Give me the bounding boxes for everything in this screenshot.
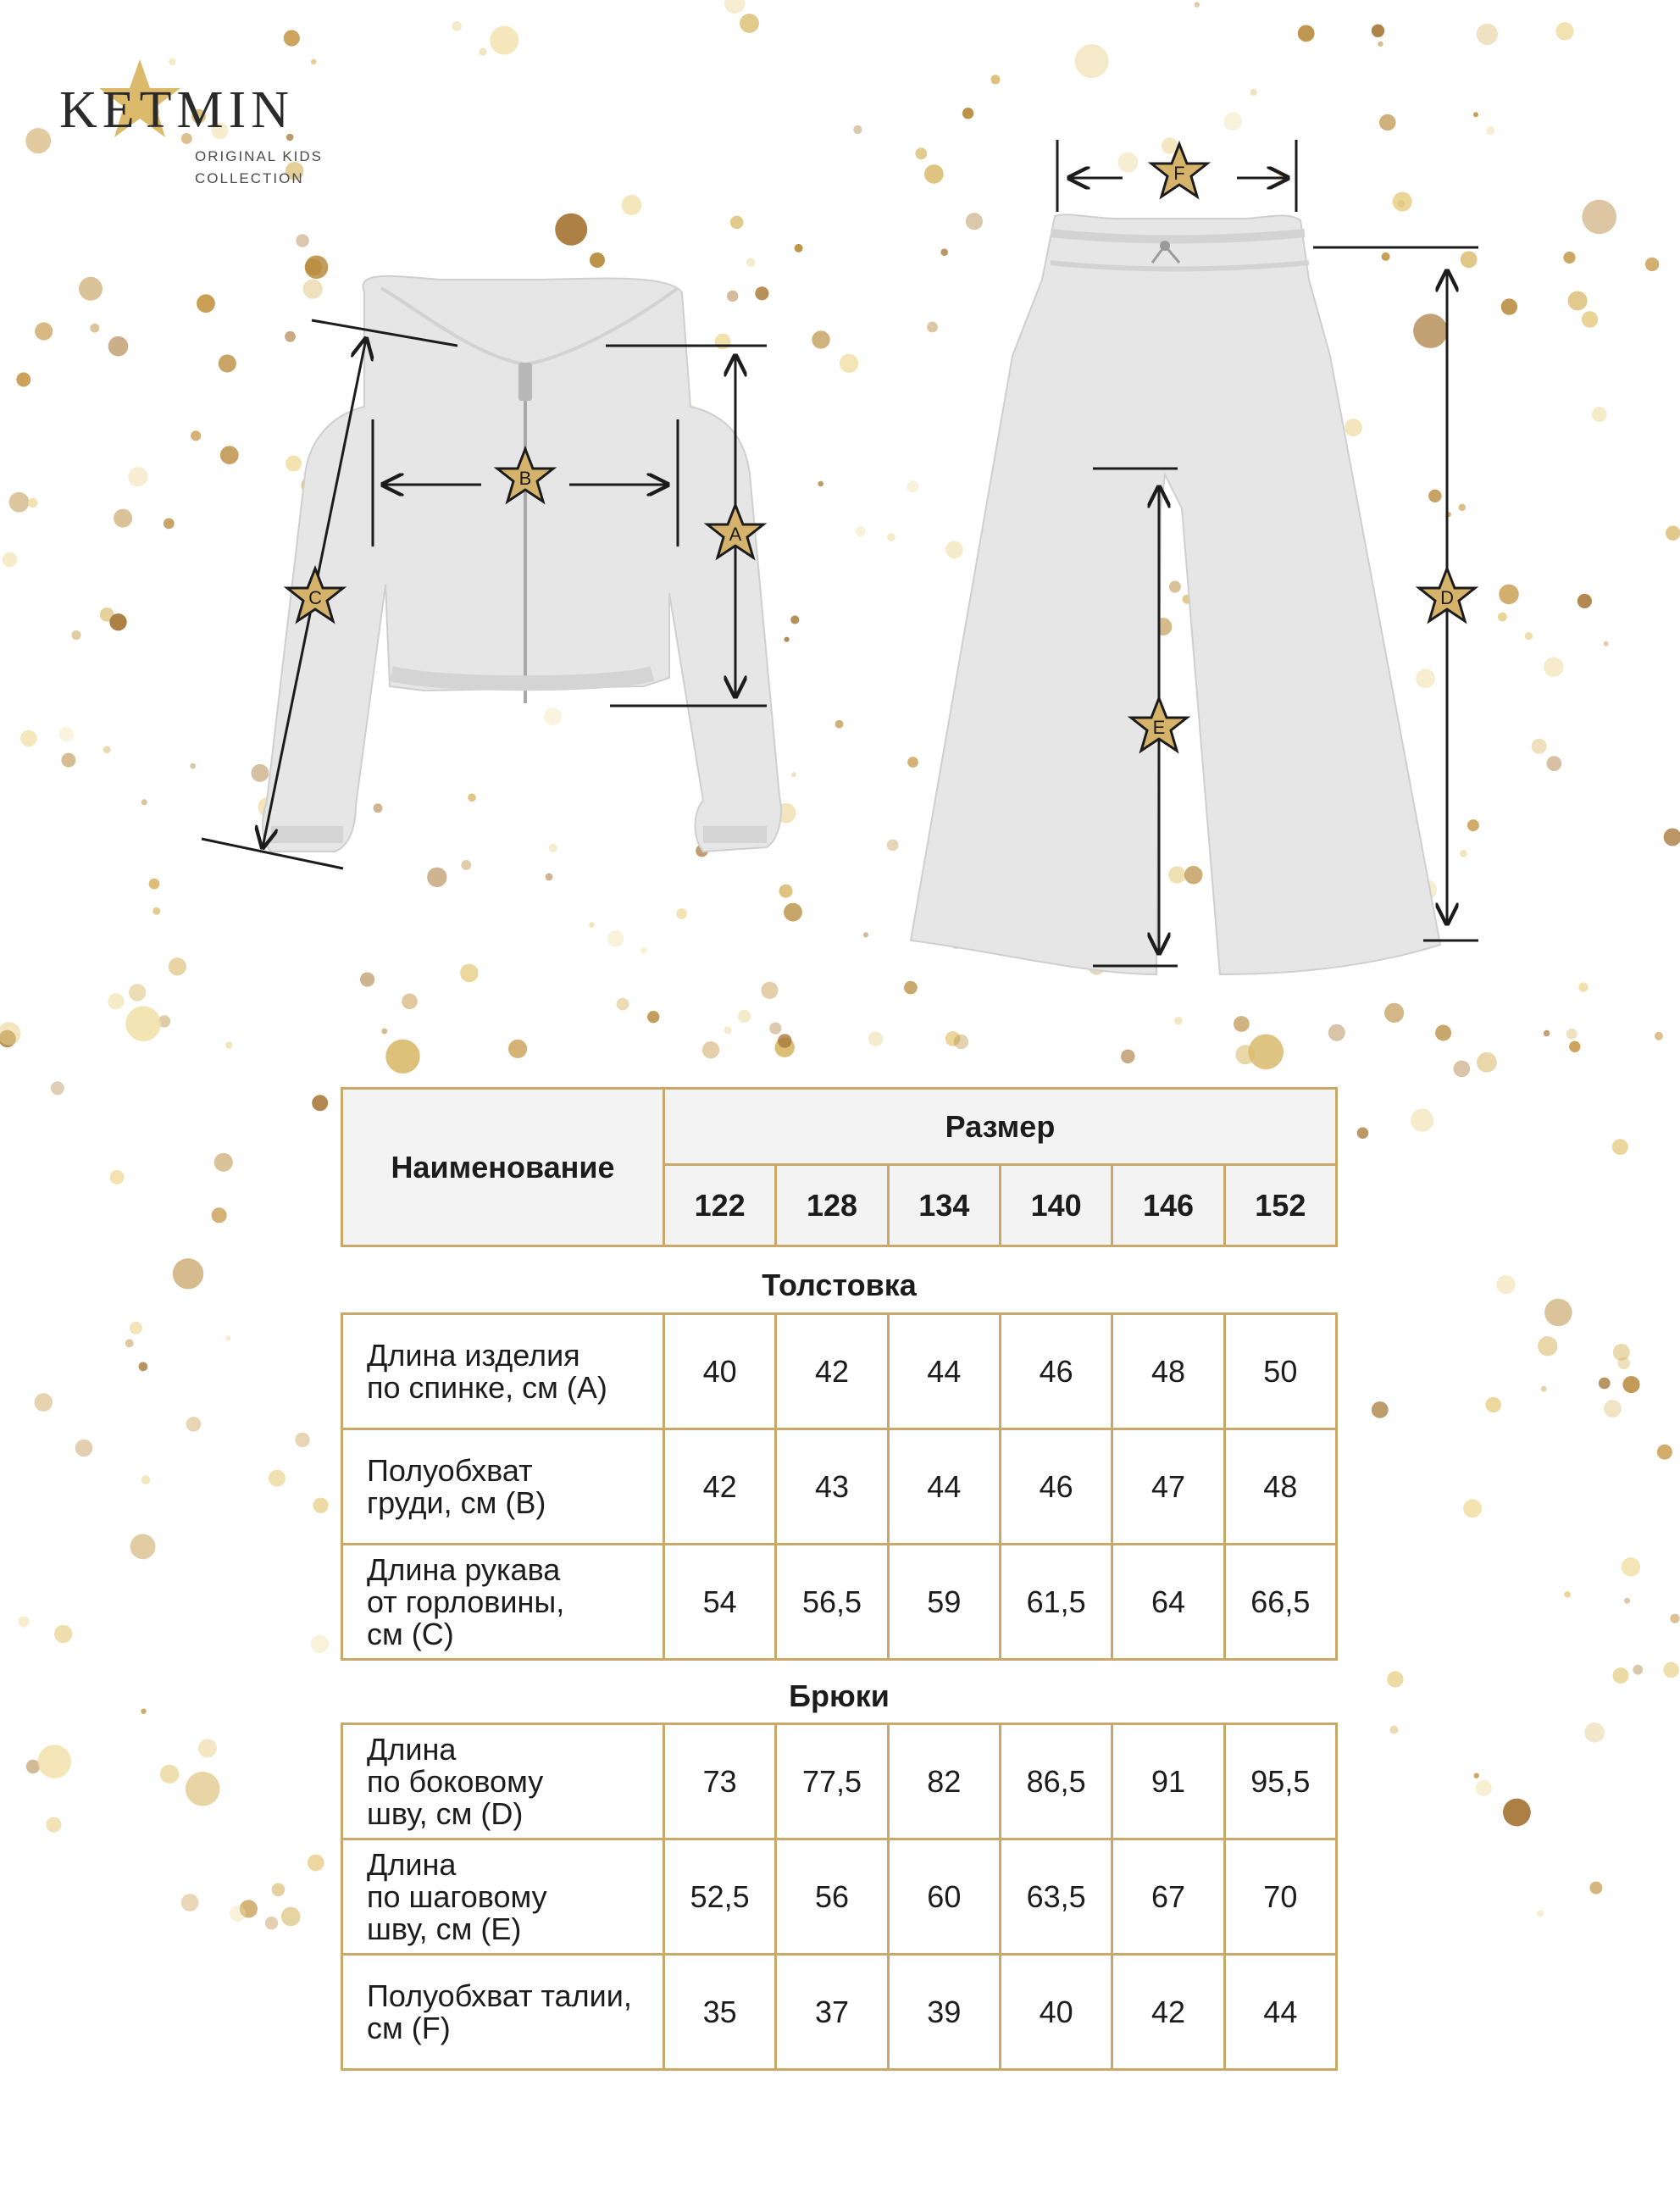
value-cell: 59 [888, 1545, 1000, 1660]
value-cell: 64 [1112, 1545, 1224, 1660]
value-cell: 39 [888, 1955, 1000, 2070]
row-label-line: по боковому [367, 1763, 544, 1799]
confetti-dot [51, 1081, 64, 1095]
value-cell: 42 [664, 1429, 776, 1545]
name-header: Наименование [342, 1089, 664, 1246]
confetti-dot [1599, 1378, 1611, 1390]
confetti-dot [1387, 1671, 1403, 1687]
confetti-dot [1454, 1061, 1471, 1078]
confetti-dot [125, 1340, 134, 1348]
confetti-dot [110, 1170, 125, 1185]
marker-d-label: D [1440, 587, 1454, 608]
confetti-dot [1411, 1109, 1433, 1132]
confetti-dot [1622, 1557, 1640, 1576]
table-row [342, 1839, 1337, 1955]
row-label [342, 1724, 664, 1839]
value-cell: 60 [888, 1839, 1000, 1955]
brand-tagline-line1: ORIGINAL KIDS [195, 148, 324, 164]
confetti-dot [1463, 1499, 1482, 1517]
confetti-dot [1435, 1025, 1451, 1041]
confetti-dot [311, 1635, 330, 1654]
confetti-dot [1544, 1299, 1572, 1327]
size-col: 146 [1112, 1165, 1224, 1246]
confetti-dot [778, 1034, 792, 1048]
confetti-dot [198, 1739, 217, 1757]
confetti-dot [75, 1440, 93, 1457]
value-cell: 44 [888, 1314, 1000, 1429]
confetti-dot [1503, 1799, 1531, 1827]
confetti-dot [19, 1616, 30, 1627]
value-cell: 42 [1112, 1955, 1224, 2070]
confetti-dot [295, 1433, 309, 1447]
size-col: 128 [776, 1165, 888, 1246]
confetti-dot [1663, 1662, 1679, 1678]
confetti-dot [1566, 1029, 1577, 1040]
value-cell: 70 [1224, 1839, 1336, 1955]
confetti-dot [46, 1817, 61, 1833]
table-row [342, 1724, 1337, 1839]
confetti-dot [1538, 1336, 1557, 1356]
row-label-line: Полуобхват [367, 1452, 533, 1488]
confetti-dot [868, 1032, 883, 1046]
confetti-dot [1612, 1139, 1628, 1155]
row-label-line: от горловины, [367, 1584, 565, 1619]
confetti-dot [1541, 1386, 1547, 1392]
confetti-dot [173, 1258, 203, 1289]
value-cell: 50 [1224, 1314, 1336, 1429]
value-cell: 52,5 [664, 1839, 776, 1955]
marker-a-label: A [729, 524, 742, 545]
confetti-dot [1655, 1032, 1663, 1040]
value-cell: 66,5 [1224, 1545, 1336, 1660]
size-header: Размер [664, 1089, 1337, 1165]
confetti-dot [1389, 1726, 1398, 1734]
confetti-dot [1476, 1780, 1492, 1796]
confetti-dot [1486, 1397, 1501, 1412]
confetti-dot [141, 1709, 146, 1714]
confetti-dot [1174, 1017, 1183, 1025]
size-col: 152 [1224, 1165, 1336, 1246]
confetti-dot [1589, 1882, 1602, 1895]
confetti-dot [35, 1393, 53, 1412]
confetti-dot [954, 1035, 968, 1049]
table-row [342, 1545, 1337, 1660]
confetti-dot [214, 1153, 233, 1172]
table-row [342, 1955, 1337, 2070]
value-cell: 40 [1000, 1955, 1112, 2070]
value-cell: 37 [776, 1955, 888, 2070]
size-header-table [341, 1087, 1338, 1247]
confetti-dot [381, 1029, 387, 1035]
confetti-dot [1613, 1667, 1629, 1684]
confetti-dot [1234, 1016, 1250, 1032]
row-label-line: по спинке, см (A) [367, 1369, 607, 1405]
hoodie-size-table [341, 1312, 1338, 1661]
row-label-line: шву, см (D) [367, 1795, 524, 1831]
value-cell: 47 [1112, 1429, 1224, 1545]
value-cell: 67 [1112, 1839, 1224, 1955]
brand-name: KETMIN [59, 81, 295, 139]
confetti-dot [141, 1475, 150, 1484]
confetti-dot [313, 1498, 329, 1513]
value-cell: 48 [1224, 1429, 1336, 1545]
confetti-dot [1613, 1344, 1630, 1361]
confetti-dot [1372, 1401, 1389, 1418]
section-title-trousers: Брюки [789, 1678, 890, 1713]
row-label-line: груди, см (B) [367, 1484, 546, 1520]
confetti-dot [186, 1417, 202, 1432]
confetti-dot [1622, 1376, 1639, 1393]
confetti-dot [769, 1023, 781, 1035]
confetti-dot [1496, 1275, 1515, 1294]
confetti-dot [1633, 1665, 1643, 1675]
row-label-line: Длина изделия [367, 1337, 580, 1373]
value-cell: 63,5 [1000, 1839, 1112, 1955]
confetti-dot [508, 1040, 527, 1058]
confetti-dot [724, 1026, 732, 1034]
value-cell: 91 [1112, 1724, 1224, 1839]
trousers-size-table [341, 1723, 1338, 2071]
value-cell: 40 [664, 1314, 776, 1429]
confetti-dot [1328, 1024, 1345, 1041]
confetti-dot [38, 1745, 72, 1778]
confetti-dot [1624, 1598, 1630, 1604]
value-cell: 54 [664, 1545, 776, 1660]
row-label-line: Длина рукава [367, 1551, 561, 1587]
confetti-dot [181, 1894, 199, 1911]
confetti-dot [272, 1884, 286, 1897]
value-cell: 56,5 [776, 1545, 888, 1660]
value-cell: 77,5 [776, 1724, 888, 1839]
value-cell: 43 [776, 1429, 888, 1545]
confetti-dot [1249, 1035, 1284, 1070]
confetti-dot [1569, 1041, 1580, 1052]
value-cell: 86,5 [1000, 1724, 1112, 1839]
confetti-dot [130, 1322, 142, 1334]
brand-tagline-line2: COLLECTION [195, 170, 304, 186]
confetti-dot [130, 1534, 156, 1560]
value-cell: 73 [664, 1724, 776, 1839]
confetti-dot [225, 1041, 232, 1048]
row-label-line: Длина [367, 1731, 457, 1767]
value-cell: 42 [776, 1314, 888, 1429]
marker-e-label: E [1152, 717, 1166, 738]
confetti-dot [0, 1022, 21, 1046]
marker-b-label: B [518, 468, 532, 489]
confetti-dot [269, 1470, 286, 1487]
confetti-dot [265, 1917, 278, 1929]
confetti-dot [312, 1095, 328, 1111]
garment-illustration [0, 0, 1680, 1017]
value-cell: 46 [1000, 1314, 1112, 1429]
confetti-dot [230, 1906, 246, 1922]
confetti-dot [160, 1765, 179, 1784]
confetti-dot [1357, 1127, 1369, 1139]
confetti-dot [385, 1040, 419, 1074]
confetti-dot [1544, 1030, 1550, 1037]
confetti-dot [1564, 1591, 1571, 1598]
marker-c-label: C [308, 587, 322, 608]
row-label-line: см (С) [367, 1616, 454, 1651]
row-label-line: Длина [367, 1846, 457, 1882]
value-cell: 35 [664, 1955, 776, 2070]
row-label [342, 1545, 664, 1660]
confetti-dot [1604, 1400, 1622, 1418]
value-cell: 95,5 [1224, 1724, 1336, 1839]
confetti-dot [1474, 1773, 1479, 1778]
section-title-hoodie: Толстовка [762, 1268, 917, 1302]
confetti-dot [54, 1625, 72, 1643]
confetti-dot [1537, 1910, 1544, 1917]
row-label [342, 1314, 664, 1429]
confetti-dot [1477, 1052, 1497, 1073]
confetti-dot [139, 1362, 148, 1372]
row-label [342, 1955, 664, 2070]
size-col: 122 [664, 1165, 776, 1246]
confetti-dot [1670, 1614, 1679, 1623]
confetti-dot [281, 1907, 301, 1927]
row-label [342, 1429, 664, 1545]
value-cell: 56 [776, 1839, 888, 1955]
row-label-line: шву, см (E) [367, 1911, 522, 1946]
confetti-dot [1121, 1050, 1135, 1064]
hoodie-drawing [263, 276, 781, 852]
marker-f-label: F [1173, 163, 1185, 184]
value-cell: 61,5 [1000, 1545, 1112, 1660]
row-label-line: по шаговому [367, 1878, 547, 1914]
size-col: 140 [1000, 1165, 1112, 1246]
table-row [342, 1314, 1337, 1429]
value-cell: 48 [1112, 1314, 1224, 1429]
marker-f [1151, 144, 1207, 197]
value-cell: 46 [1000, 1429, 1112, 1545]
confetti-dot [1584, 1723, 1605, 1743]
confetti-dot [1657, 1445, 1672, 1460]
row-label-line: Полуобхват талии, [367, 1978, 632, 2013]
confetti-dot [186, 1772, 220, 1806]
value-cell: 82 [888, 1724, 1000, 1839]
trousers-drawing [911, 214, 1440, 974]
confetti-dot [225, 1335, 230, 1340]
confetti-dot [702, 1041, 719, 1058]
table-row [342, 1429, 1337, 1545]
row-label [342, 1839, 664, 1955]
size-col: 134 [888, 1165, 1000, 1246]
value-cell: 44 [1224, 1955, 1336, 2070]
confetti-dot [212, 1207, 227, 1223]
value-cell: 44 [888, 1429, 1000, 1545]
row-label-line: см (F) [367, 2010, 451, 2045]
confetti-dot [308, 1855, 324, 1872]
